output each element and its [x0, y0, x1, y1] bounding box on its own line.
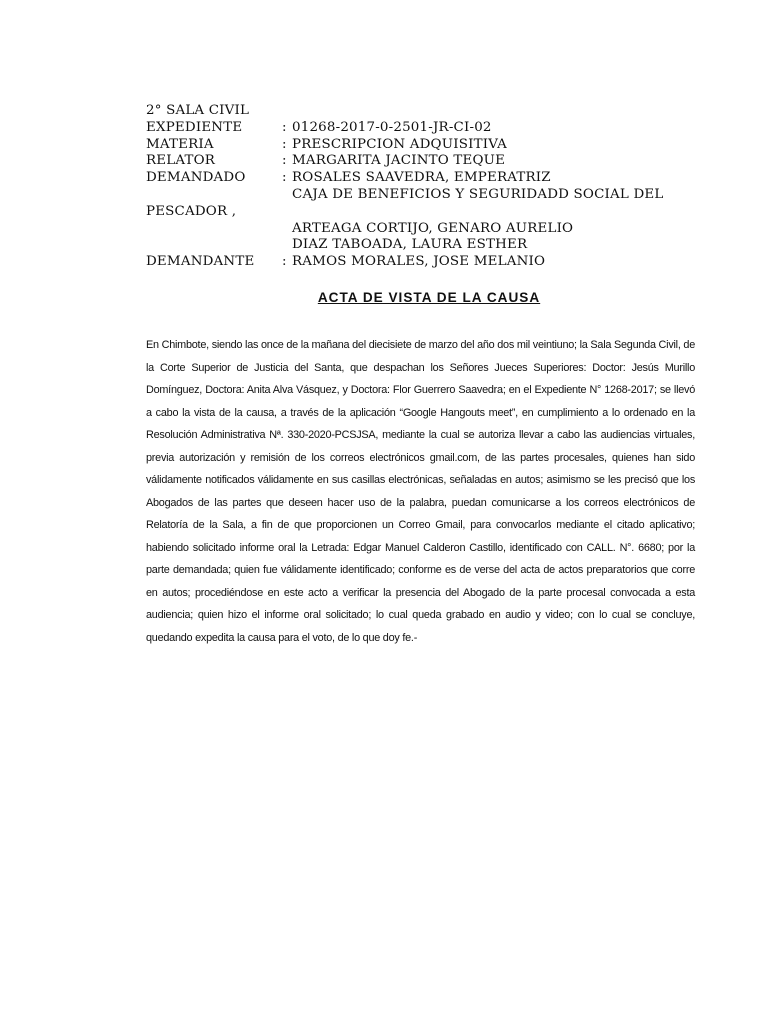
acta-body-paragraph: En Chimbote, siendo las once de la mañana del diecisiete de marzo del año dos mil veintiuno; la Sala Segunda Civil, de la Corte Superior de Justicia del Santa, que despachan los Señores Jueces Superiores: Doctor: Jesús Murillo Domínguez, Doctora: Anita Alva Vásquez, y Doctora: Flor Guerrero Saavedra; en el Expediente N° 1268-2017; se llevó a cabo la vista de la causa, a través de la aplicación “Google Hangouts meet”, en cumplimiento a lo ordenado en la Resolución Administrativa Nª. 330-2020-PCSJSA, mediante la cual se autoriza llevar a cabo las audiencias virtuales, previa autorización y remisión de los correos electrónicos gmail.com, de las partes procesales, quienes han sido válidamente notificados válidamente en sus casillas electrónicas, señaladas en autos; asimismo se les precisó que los Abogados de las partes que deseen hacer uso de la palabra, puedan comunicarse a los correos electrónicos de Relatoría de la Sala, a fin de que proporcionen un Correo Gmail, para convocarlos mediante el citado aplicativo; habiendo solicitado informe oral la Letrada: Edgar Manuel Calderon Castillo, identificado con CALL. N°. 6680; por la parte demandada; quien fue válidamente identificado; conforme es de verse del acta de actos preparatorios que corre en autos; procediéndose en este acto a verificar la presencia del Abogado de la parte procesal convocada a esta audiencia; quien hizo el informe oral solicitado; lo cual queda grabado en audio y video; con lo cual se concluye, quedando expedita la causa para el voto, de lo que doy fe.- [146, 339, 696, 644]
sala-line [146, 103, 706, 120]
materia-colon: : [282, 136, 287, 152]
sala-name: 2° SALA CIVIL [146, 103, 250, 118]
demandado-line-2-wrap: PESCADOR , [146, 203, 237, 219]
demandado-label: DEMANDADO [146, 170, 246, 186]
relator-label: RELATOR [146, 153, 216, 169]
demandante-row [146, 254, 706, 271]
demandado-line-2: CAJA DE BENEFICIOS Y SEGURIDADD SOCIAL DEL [292, 186, 664, 202]
relator-colon: : [282, 153, 287, 169]
materia-value: PRESCRIPCION ADQUISITIVA [292, 136, 508, 152]
expediente-label: EXPEDIENTE [146, 119, 243, 135]
materia-label: MATERIA [146, 136, 214, 152]
case-header [146, 103, 706, 271]
demandante-colon: : [282, 254, 287, 270]
expediente-colon: : [282, 119, 287, 135]
demandado-line-3: ARTEAGA CORTIJO, GENARO AURELIO [292, 220, 574, 236]
demandado-row [146, 170, 706, 187]
demandado-value-1: ROSALES SAAVEDRA, EMPERATRIZ [292, 170, 551, 186]
expediente-value: 01268-2017-0-2501-JR-CI-02 [292, 119, 492, 135]
demandado-colon: : [282, 170, 287, 186]
demandante-value: RAMOS MORALES, JOSE MELANIO [292, 254, 546, 270]
relator-value: MARGARITA JACINTO TEQUE [292, 153, 506, 169]
demandante-label: DEMANDANTE [146, 254, 255, 270]
document-title: ACTA DE VISTA DE LA CAUSA [317, 290, 541, 305]
materia-row [146, 137, 706, 154]
demandado-line-4: DIAZ TABOADA, LAURA ESTHER [292, 237, 528, 253]
relator-row [146, 153, 706, 170]
expediente-row [146, 120, 706, 137]
